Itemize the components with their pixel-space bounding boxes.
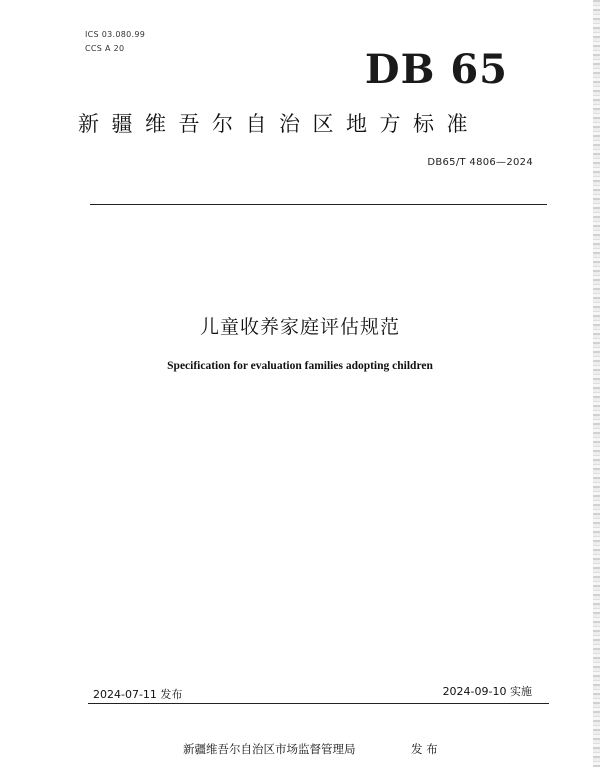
issue-label: 发 布 — [411, 742, 438, 756]
scanned-page-edge — [593, 0, 600, 767]
ics-code: ICS 03.080.99 — [85, 30, 146, 39]
standard-title: 新疆维吾尔自治区地方标准 — [78, 112, 480, 136]
brand-mark: DB 65 — [364, 46, 508, 93]
document-title-cn: 儿童收养家庭评估规范 — [199, 316, 400, 338]
standard-code: DB65/T 4806—2024 — [427, 157, 533, 168]
footer-divider — [88, 703, 549, 704]
implement-date: 2024-09-10 实施 — [442, 685, 532, 698]
ccs-code: CCS A 20 — [85, 44, 125, 53]
header-divider — [90, 204, 547, 205]
db65-logo — [365, 46, 508, 93]
issuing-authority: 新疆维吾尔自治区市场监督管理局 — [183, 742, 356, 756]
publish-date: 2024-07-11 发布 — [93, 688, 183, 701]
document-title-en: Specification for evaluation families adopting children — [167, 360, 433, 372]
